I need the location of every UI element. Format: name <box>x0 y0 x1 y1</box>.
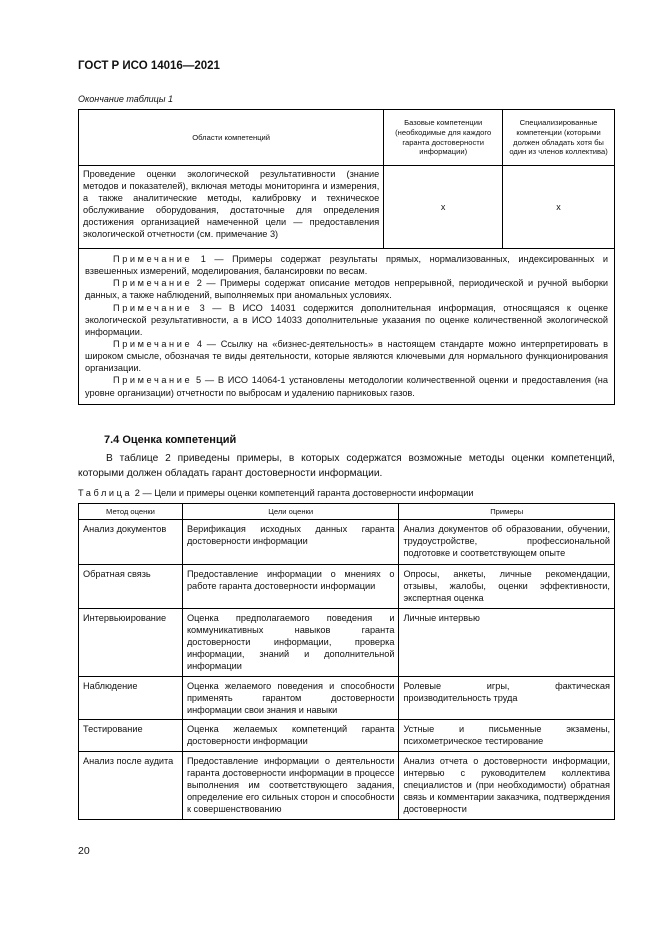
note-1 <box>85 253 608 277</box>
header-goal: Цели оценки <box>182 504 399 520</box>
caption-text: 2 — Цели и примеры оценки компетенций гаранта достоверности информации <box>132 488 474 498</box>
example-cell: Устные и письменные экзамены, психометрическое тестирование <box>399 720 615 752</box>
note-label: Примечание <box>113 338 193 349</box>
header-areas: Области компетенций <box>79 110 384 166</box>
method-cell: Наблюдение <box>79 676 183 720</box>
table-row <box>79 608 615 676</box>
header-example: Примеры <box>399 504 615 520</box>
header-basic: Базовые компетенции (необходимые для каждого гаранта достоверности информации) <box>384 110 503 166</box>
header-special: Специализированные компетенции (которыми должен обладать хотя бы один из членов коллектива) <box>503 110 615 166</box>
method-cell: Анализ документов <box>79 520 183 565</box>
note-label: Примечание <box>113 302 193 313</box>
note-3 <box>85 302 608 338</box>
assessment-methods-table <box>78 503 615 820</box>
note-4 <box>85 338 608 374</box>
competence-areas-table <box>78 109 615 405</box>
goal-cell: Оценка предполагаемого поведения и коммуникативных навыков гаранта достоверности информации, проверка информации, знаний и дополнительной информации <box>182 608 399 676</box>
table-row <box>79 720 615 752</box>
goal-cell: Верификация исходных данных гаранта достоверности информации <box>182 520 399 565</box>
example-cell: Анализ документов об образовании, обучении, трудоустройстве, профессиональной подготовке и соответствующем опыте <box>399 520 615 565</box>
table-row <box>79 676 615 720</box>
section-heading: 7.4 Оценка компетенций <box>104 434 237 446</box>
example-cell: Ролевые игры, фактическая производительность труда <box>399 676 615 720</box>
caption-label: Таблица <box>78 488 133 498</box>
method-cell: Тестирование <box>79 720 183 752</box>
goal-cell: Предоставление информации о деятельности гаранта достоверности информации в процессе выполнения им соответствующего задания, определение его сильных сторон и способности к совершенствованию <box>182 752 399 820</box>
goal-cell: Предоставление информации о мнениях о работе гаранта достоверности информации <box>182 565 399 609</box>
table-row <box>79 565 615 609</box>
note-text: 4 — Ссылку на «бизнес-деятельность» в настоящем стандарте можно интерпретировать в широком смысле, обозначая те виды деятельности, которые являются ключевыми для нормального функционирования организации. <box>85 338 608 374</box>
page-number: 20 <box>78 845 90 857</box>
method-cell: Анализ после аудита <box>79 752 183 820</box>
note-text: 1 — Примеры содержат результаты прямых, нормализованных, индексированных и взвешенных измерений, моделирования, балансировки по весам. <box>85 254 608 277</box>
example-cell: Анализ отчета о достоверности информации, интервью с руководителем коллектива специалистов и (при необходимости) обратная связь и комментарии заказчика, подтверждения достоверности <box>399 752 615 820</box>
note-2 <box>85 277 608 301</box>
note-label: Примечание <box>113 375 193 386</box>
method-cell: Обратная связь <box>79 565 183 609</box>
header-method: Метод оценки <box>79 504 183 520</box>
table-continuation-label: Окончание таблицы 1 <box>78 94 173 104</box>
note-5 <box>85 374 608 398</box>
area-cell: Проведение оценки экологической результативности (знание методов и показателей), включая методы мониторинга и измерения, а также аналитические методы, калибровку и техническое обслуживание оборудования, достаточные для определения достижения организацией намеченной цели — предоставления экологической отчетности (см. примечание 3) <box>79 166 384 249</box>
note-label: Примечание <box>113 254 193 264</box>
example-cell: Опросы, анкеты, личные рекомендации, отзывы, жалобы, оценки эффективности, экспертная оценка <box>399 565 615 609</box>
note-text: 2 — Примеры содержат описание методов непрерывной, периодической и ручной выборки данных, а также наблюдений, выполняемых при аномальных условиях. <box>85 278 608 301</box>
special-mark: x <box>503 166 615 249</box>
note-text: 3 — В ИСО 14031 содержится дополнительная информация, относящаяся к оценке экологической результативности, а в ИСО 14033 дополнительные указания по оценке количественной экологической информации. <box>85 302 608 337</box>
table2-caption <box>78 488 473 498</box>
note-text: 5 — В ИСО 14064-1 установлены методологии количественной оценки и предоставления (на уровне организации) отчетности по выбросам и удалению парниковых газов. <box>85 375 608 398</box>
basic-mark: x <box>384 166 503 249</box>
notes-cell <box>79 249 615 405</box>
table-row <box>79 520 615 565</box>
goal-cell: Оценка желаемых компетенций гаранта достоверности информации <box>182 720 399 752</box>
table-row <box>79 752 615 820</box>
method-cell: Интервьюирование <box>79 608 183 676</box>
note-label: Примечание <box>113 278 193 289</box>
document-header: ГОСТ Р ИСО 14016—2021 <box>78 60 220 72</box>
example-cell: Личные интервью <box>399 608 615 676</box>
section-paragraph: В таблице 2 приведены примеры, в которых содержатся возможные методы оценки компетенций, которыми должен обладать гарант достоверности информации. <box>78 453 615 479</box>
goal-cell: Оценка желаемого поведения и способности применять гарантом достоверности информации свои знания и навыки <box>182 676 399 720</box>
